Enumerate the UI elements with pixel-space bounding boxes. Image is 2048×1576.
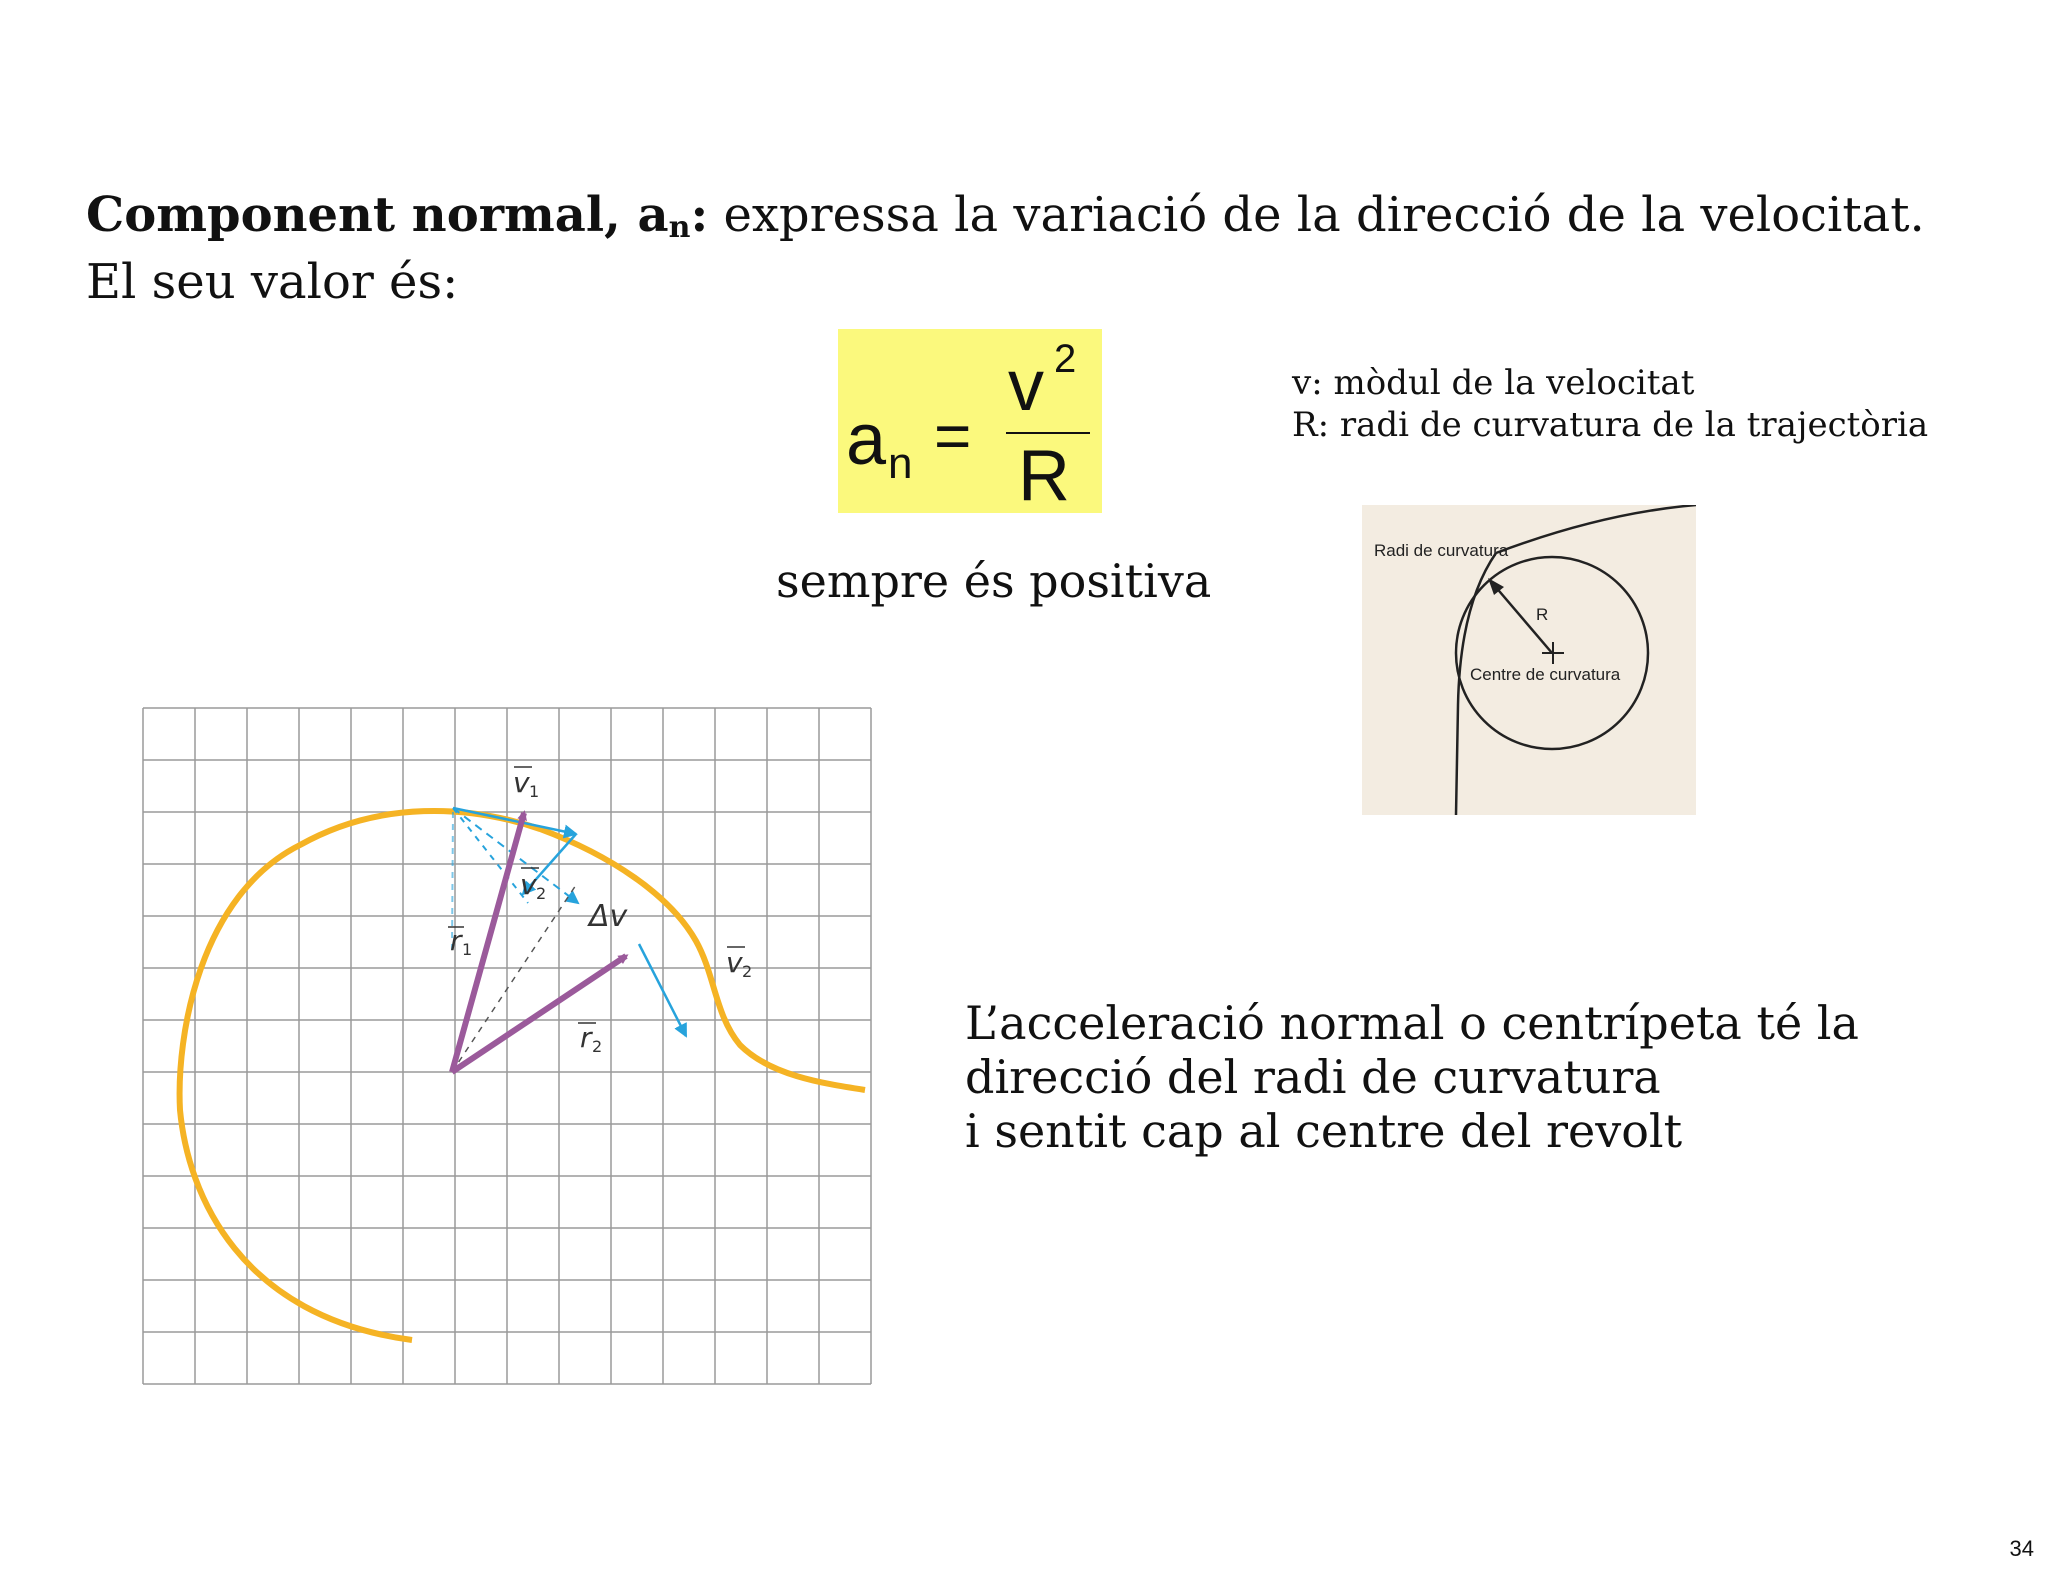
- formula-exponent: 2: [1054, 337, 1077, 381]
- grid: [143, 708, 871, 1384]
- heading: [86, 188, 1986, 309]
- vector-diagram: [140, 705, 876, 1389]
- svg-text:2: 2: [592, 1037, 603, 1056]
- legend-line-v: v: mòdul de la velocitat: [1292, 363, 1695, 403]
- svg-text:1: 1: [529, 782, 540, 801]
- svg-text:v: v: [513, 766, 530, 799]
- page-number: 34: [2009, 1536, 2034, 1561]
- variable-legend: [1292, 362, 1928, 446]
- label-centre-curvature: Centre de curvatura: [1470, 665, 1621, 684]
- dashed-radius-line: [452, 885, 576, 1072]
- formula-lhs-sub: n: [888, 439, 913, 488]
- label-v1: [513, 766, 539, 801]
- formula-lhs: a: [846, 400, 887, 480]
- svg-text:v: v: [726, 946, 743, 979]
- heading-text: expressa la variació de la direcció de la velocitat. El seu valor és:: [86, 187, 1925, 310]
- curvature-diagram: [1362, 505, 1696, 815]
- svg-text:v: v: [520, 868, 537, 901]
- normal-acceleration-text: [965, 996, 1859, 1158]
- legend-line-r: R: radi de curvatura de la trajectòria: [1292, 405, 1929, 445]
- label-v2-right: [726, 946, 752, 981]
- label-delta-v: [587, 899, 629, 934]
- formula-equals: =: [934, 400, 972, 472]
- svg-text:2: 2: [742, 962, 753, 981]
- label-R: R: [1536, 605, 1549, 624]
- formula-fraction-bar: [1006, 432, 1090, 434]
- path-upper-line: [1496, 505, 1696, 553]
- svg-text:2: 2: [536, 884, 547, 903]
- formula-numerator: v: [1008, 346, 1044, 426]
- label-r1: [448, 924, 472, 959]
- svg-text:Δv: Δv: [589, 899, 628, 934]
- svg-text:r: r: [450, 924, 462, 957]
- svg-text:1: 1: [462, 940, 473, 959]
- always-positive-text: sempre és positiva: [776, 554, 1212, 608]
- normal-text-line-2: direcció del radi de curvatura: [965, 1050, 1661, 1104]
- heading-bold: Component normal, $a_n$:: [86, 187, 709, 245]
- label-r2: [578, 1021, 602, 1056]
- normal-text-line-3: i sentit cap al centre del revolt: [965, 1104, 1683, 1158]
- formula-denominator: R: [1018, 436, 1070, 516]
- label-radius-curvature: Radi de curvatura: [1374, 541, 1509, 560]
- svg-text:r: r: [580, 1021, 592, 1054]
- formula-box: [838, 329, 1102, 516]
- normal-text-line-1: L’acceleració normal o centrípeta té la: [965, 996, 1859, 1050]
